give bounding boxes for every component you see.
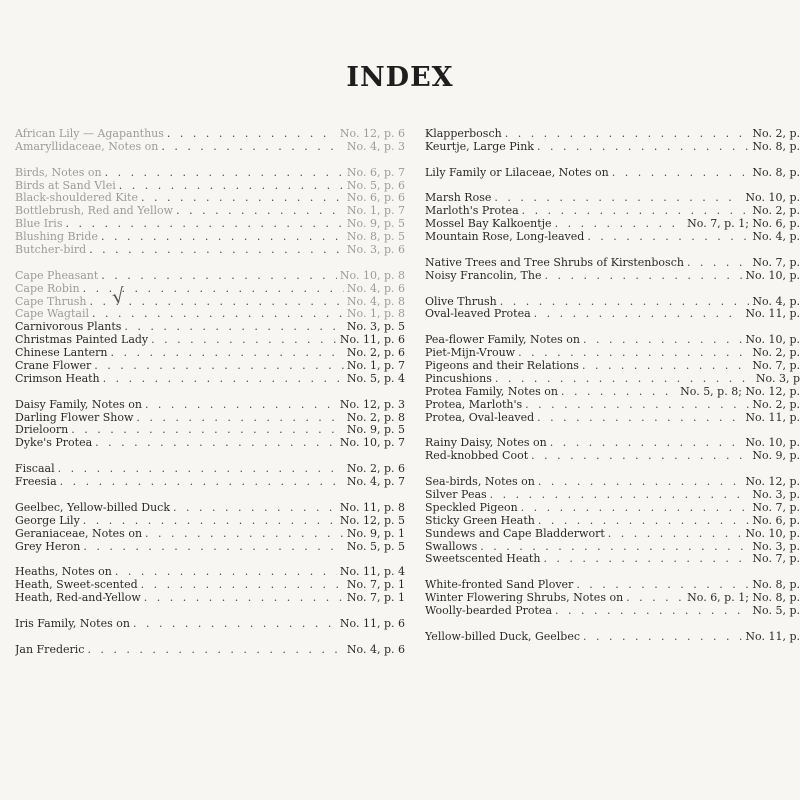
- index-entry: [15, 515, 405, 528]
- index-reference: No. 10, p.: [745, 192, 800, 205]
- index-term: George Lily: [15, 514, 80, 527]
- index-entry: [425, 218, 800, 231]
- index-term: White-fronted Sand Plover: [425, 579, 574, 592]
- dot-leader: [543, 553, 749, 566]
- index-term: Birds, Notes on: [15, 166, 102, 179]
- index-entry: [425, 412, 800, 425]
- index-reference: No. 6, p. 7: [346, 166, 405, 179]
- index-reference: No. 11, p.: [745, 411, 800, 424]
- dot-leader: [518, 347, 749, 360]
- index-reference: No. 11, p. 8: [339, 501, 405, 514]
- index-entry: [15, 566, 405, 579]
- index-reference: No. 10, p.: [745, 269, 800, 282]
- index-term: Lily Family or Lilaceae, Notes on: [425, 166, 609, 179]
- dot-leader: [555, 218, 685, 231]
- dot-leader: [495, 373, 753, 386]
- index-reference: No. 7, p. 1; No. 6, p.: [687, 218, 800, 231]
- dot-leader: [111, 347, 344, 360]
- index-term: Protea, Marloth's: [425, 398, 523, 411]
- dot-leader: [145, 528, 344, 541]
- index-term: Olive Thrush: [425, 295, 497, 308]
- index-entry: [15, 167, 405, 180]
- index-reference: No. 9, p. 5: [346, 218, 405, 231]
- index-reference: No. 11, p.: [745, 308, 800, 321]
- index-reference: No. 3, p. 6: [346, 244, 405, 257]
- index-term: Butcher-bird: [15, 244, 87, 257]
- dot-leader: [550, 437, 743, 450]
- index-term: Marsh Rose: [425, 192, 492, 205]
- index-term: Mountain Rose, Long-leaved: [425, 231, 585, 244]
- index-reference: No. 5, p. 6: [346, 179, 405, 192]
- index-reference: No. 2, p.: [752, 347, 800, 360]
- index-term: Carnivorous Plants: [15, 321, 122, 334]
- entry-gap: [425, 463, 800, 476]
- dot-leader: [576, 579, 749, 592]
- index-term: Pigeons and their Relations: [425, 360, 579, 373]
- index-reference: No. 8, p. 5: [346, 231, 405, 244]
- index-reference: No. 11, p.: [745, 630, 800, 643]
- index-term: Iris Family, Notes on: [15, 617, 130, 630]
- index-reference: No. 1, p. 8: [346, 308, 405, 321]
- index-entry: [425, 167, 800, 180]
- index-term: Rainy Daisy, Notes on: [425, 437, 547, 450]
- index-term: Sea-birds, Notes on: [425, 476, 535, 489]
- index-reference: No. 2, p. 8: [346, 411, 405, 424]
- index-entry: [15, 399, 405, 412]
- index-entry: [15, 334, 405, 347]
- index-reference: No. 10, p.: [745, 334, 800, 347]
- index-term: Dyke's Protea: [15, 437, 93, 450]
- index-entry: [15, 644, 405, 657]
- index-term: Marloth's Protea: [425, 205, 519, 218]
- entry-gap: [425, 618, 800, 631]
- index-term: Winter Flowering Shrubs, Notes on: [425, 592, 624, 605]
- dot-leader: [555, 605, 749, 618]
- index-reference: No. 2, p. 6: [346, 347, 405, 360]
- index-entry: [425, 528, 800, 541]
- index-reference: No. 7, p.: [752, 501, 800, 514]
- index-entry: [15, 373, 405, 386]
- entry-gap: [15, 631, 405, 644]
- index-reference: No. 12, p. 3: [339, 398, 405, 411]
- index-entry: [425, 399, 800, 412]
- index-entry: [15, 528, 405, 541]
- index-reference: No. 4, p. 8: [346, 295, 405, 308]
- dot-leader: [608, 528, 743, 541]
- index-entry: [425, 205, 800, 218]
- index-entry: [15, 296, 405, 309]
- index-reference: No. 7, p.: [752, 360, 800, 373]
- index-term: Darling Flower Show: [15, 411, 134, 424]
- index-reference: No. 4, p. 3: [346, 140, 405, 153]
- dot-leader: [119, 180, 344, 193]
- index-entry: [15, 476, 405, 489]
- index-entry: [15, 424, 405, 437]
- index-entry: [15, 412, 405, 425]
- entry-gap: [425, 180, 800, 193]
- index-entry: [425, 192, 800, 205]
- index-term: Mossel Bay Kalkoentje: [425, 218, 552, 231]
- index-term: Pea-flower Family, Notes on: [425, 334, 581, 347]
- index-term: Sundews and Cape Bladderwort: [425, 527, 605, 540]
- index-reference: No. 4, p. 6: [346, 643, 405, 656]
- index-term: Cape Wagtail: [15, 308, 89, 321]
- dot-leader: [176, 205, 344, 218]
- index-entry: [425, 231, 800, 244]
- dot-leader: [151, 334, 337, 347]
- dot-leader: [71, 424, 344, 437]
- dot-leader: [538, 515, 750, 528]
- index-entry: [425, 605, 800, 618]
- index-term: Oval-leaved Protea: [425, 308, 531, 321]
- index-reference: No. 2, p.: [752, 128, 800, 140]
- index-entry: [15, 231, 405, 244]
- index-term: Birds at Sand Vlei: [15, 179, 116, 192]
- index-reference: No. 2, p.: [752, 205, 800, 218]
- index-term: Blushing Bride: [15, 231, 98, 244]
- index-reference: No. 9, p.: [752, 450, 800, 463]
- dot-leader: [525, 399, 749, 412]
- index-term: Piet-Mijn-Vrouw: [425, 347, 516, 360]
- index-entry: [15, 347, 405, 360]
- dot-leader: [101, 270, 337, 283]
- index-reference: No. 3, p.: [752, 488, 800, 501]
- index-term: Cape Pheasant: [15, 269, 99, 282]
- index-entry: [425, 347, 800, 360]
- index-term: Cape Robin: [15, 282, 80, 295]
- index-term: Sweetscented Heath: [425, 553, 541, 566]
- index-entry: [15, 244, 405, 257]
- index-term: Woolly-bearded Protea: [425, 604, 552, 617]
- index-reference: No. 5, p.: [752, 604, 800, 617]
- entry-gap: [425, 321, 800, 334]
- index-entry: [15, 579, 405, 592]
- index-entry: [425, 128, 800, 141]
- dot-leader: [103, 373, 344, 386]
- index-entry: [15, 270, 405, 283]
- index-term: Blue Iris: [15, 218, 63, 231]
- dot-leader: [60, 476, 344, 489]
- dot-leader: [531, 450, 749, 463]
- index-entry: [425, 631, 800, 644]
- index-term: Geraniaceae, Notes on: [15, 527, 143, 540]
- index-entry: [15, 463, 405, 476]
- dot-leader: [687, 257, 749, 270]
- index-term: Crane Flower: [15, 360, 92, 373]
- index-reference: No. 6, p. 6: [346, 192, 405, 205]
- dot-leader: [544, 270, 742, 283]
- index-entry: [425, 450, 800, 463]
- index-reference: No. 7, p. 1: [346, 579, 405, 592]
- index-term: Geelbec, Yellow-billed Duck: [15, 501, 171, 514]
- index-entry: [15, 360, 405, 373]
- index-term: Keurtje, Large Pink: [425, 140, 534, 153]
- index-term: Freesia: [15, 476, 57, 489]
- index-entry: [15, 592, 405, 605]
- index-term: Pincushions: [425, 372, 492, 385]
- dot-leader: [141, 192, 344, 205]
- index-entry: [425, 541, 800, 554]
- index-entry: [15, 321, 405, 334]
- dot-leader: [58, 463, 344, 476]
- index-entry: [425, 502, 800, 515]
- dot-leader: [583, 334, 742, 347]
- index-entry: [425, 489, 800, 502]
- index-term: Protea Family, Notes on: [425, 385, 558, 398]
- index-reference: No. 9, p. 5: [346, 424, 405, 437]
- index-entry: [15, 205, 405, 218]
- index-entry: [425, 437, 800, 450]
- index-reference: No. 8, p.: [752, 140, 800, 153]
- index-reference: No. 10, p. 7: [339, 437, 405, 450]
- dot-leader: [494, 192, 742, 205]
- index-entry: [425, 592, 800, 605]
- dot-leader: [521, 502, 750, 515]
- dot-leader: [89, 244, 344, 257]
- index-term: Speckled Pigeon: [425, 501, 518, 514]
- index-entry: [15, 180, 405, 193]
- index-reference: No. 7, p. 1: [346, 592, 405, 605]
- index-entry: [425, 476, 800, 489]
- index-term: Native Trees and Tree Shrubs of Kirstenbosch: [425, 256, 684, 269]
- index-entry: [425, 360, 800, 373]
- index-term: Drieloorn: [15, 424, 69, 437]
- dot-leader: [612, 167, 750, 180]
- entry-gap: [425, 566, 800, 579]
- dot-leader: [161, 141, 344, 154]
- index-entry: [425, 308, 800, 321]
- dot-leader: [582, 360, 749, 373]
- index-term: Noisy Francolin, The: [425, 269, 542, 282]
- index-entry: [15, 218, 405, 231]
- index-term: Bottlebrush, Red and Yellow: [15, 205, 174, 218]
- index-term: Fiscaal: [15, 463, 55, 476]
- index-reference: No. 11, p. 6: [339, 617, 405, 630]
- index-reference: No. 1, p. 7: [346, 360, 405, 373]
- index-reference: No. 2, p. 6: [346, 463, 405, 476]
- index-reference: No. 7, p.: [752, 553, 800, 566]
- dot-leader: [500, 296, 750, 309]
- index-entry: [15, 502, 405, 515]
- dot-leader: [133, 618, 337, 631]
- index-reference: No. 12, p.: [745, 476, 800, 489]
- dot-leader: [144, 592, 344, 605]
- index-term: Crimson Heath: [15, 372, 100, 385]
- dot-leader: [145, 399, 337, 412]
- entry-gap: [15, 489, 405, 502]
- index-term: Jan Frederic: [15, 643, 85, 656]
- index-reference: No. 5, p. 5: [346, 540, 405, 553]
- dot-leader: [534, 308, 743, 321]
- pencil-check-mark: √: [110, 283, 127, 309]
- entry-gap: [425, 283, 800, 296]
- index-reference: No. 12, p. 5: [339, 514, 405, 527]
- index-term: Cape Thrush: [15, 295, 87, 308]
- dot-leader: [537, 141, 749, 154]
- index-term: Christmas Painted Lady: [15, 334, 149, 347]
- dot-leader: [626, 592, 684, 605]
- index-term: Heath, Red-and-Yellow: [15, 592, 141, 605]
- entry-gap: [15, 257, 405, 270]
- dot-leader: [90, 296, 344, 309]
- index-term: Chinese Lantern: [15, 347, 108, 360]
- page-title: INDEX: [346, 62, 454, 93]
- index-reference: No. 10, p.: [745, 527, 800, 540]
- index-term: Heath, Sweet-scented: [15, 579, 138, 592]
- entry-gap: [425, 244, 800, 257]
- dot-leader: [94, 360, 344, 373]
- index-reference: No. 4, p.: [752, 231, 800, 244]
- index-term: Amaryllidaceae, Notes on: [15, 140, 159, 153]
- dot-leader: [141, 579, 344, 592]
- entry-gap: [15, 154, 405, 167]
- dot-leader: [115, 566, 337, 579]
- index-reference: No. 2, p.: [752, 398, 800, 411]
- index-reference: No. 4, p. 6: [346, 282, 405, 295]
- dot-leader: [87, 644, 343, 657]
- index-column-right: [425, 128, 800, 644]
- entry-gap: [425, 424, 800, 437]
- dot-leader: [587, 231, 749, 244]
- index-entry: [425, 579, 800, 592]
- dot-leader: [173, 502, 337, 515]
- index-entry: [15, 541, 405, 554]
- index-term: Heaths, Notes on: [15, 566, 112, 579]
- index-entry: [425, 373, 800, 386]
- index-term: Sticky Green Heath: [425, 514, 535, 527]
- dot-leader: [105, 167, 344, 180]
- index-entry: [15, 128, 405, 141]
- entry-gap: [15, 605, 405, 618]
- index-reference: No. 7, p.: [752, 256, 800, 269]
- entry-gap: [15, 450, 405, 463]
- index-term: Black-shouldered Kite: [15, 192, 138, 205]
- dot-leader: [522, 205, 750, 218]
- index-term: African Lily — Agapanthus: [15, 128, 164, 140]
- index-reference: No. 11, p. 4: [339, 566, 405, 579]
- dot-leader: [538, 476, 743, 489]
- index-reference: No. 4, p.: [752, 295, 800, 308]
- index-term: Silver Peas: [425, 488, 487, 501]
- index-reference: No. 5, p. 8; No. 12, p.: [680, 385, 800, 398]
- index-reference: No. 8, p.: [752, 579, 800, 592]
- index-reference: No. 4, p. 7: [346, 476, 405, 489]
- index-column-left: [15, 128, 405, 657]
- index-entry: [425, 334, 800, 347]
- entry-gap: [15, 386, 405, 399]
- index-reference: No. 5, p. 4: [346, 372, 405, 385]
- index-entry: [425, 270, 800, 283]
- index-entry: [15, 192, 405, 205]
- index-entry: [15, 141, 405, 154]
- index-entry: [15, 308, 405, 321]
- index-entry: [425, 386, 800, 399]
- index-term: Swallows: [425, 540, 478, 553]
- dot-leader: [92, 308, 344, 321]
- index-reference: No. 11, p. 6: [339, 334, 405, 347]
- index-reference: No. 1, p. 7: [346, 205, 405, 218]
- index-entry: [425, 141, 800, 154]
- index-term: Klapperbosch: [425, 128, 502, 140]
- index-term: Daisy Family, Notes on: [15, 398, 142, 411]
- index-reference: No. 9, p. 1: [346, 527, 405, 540]
- index-entry: [425, 296, 800, 309]
- dot-leader: [95, 437, 337, 450]
- dot-leader: [583, 631, 742, 644]
- dot-leader: [83, 541, 344, 554]
- dot-leader: [490, 489, 750, 502]
- dot-leader: [136, 412, 344, 425]
- index-reference: No. 6, p. 1; No. 8, p.: [687, 592, 800, 605]
- index-entry: [425, 515, 800, 528]
- index-entry: [15, 283, 405, 296]
- dot-leader: [124, 321, 344, 334]
- index-reference: No. 12, p. 6: [339, 128, 405, 140]
- index-reference: No. 8, p.: [752, 166, 800, 179]
- dot-leader: [480, 541, 749, 554]
- index-term: Yellow-billed Duck, Geelbec: [425, 630, 581, 643]
- dot-leader: [83, 515, 337, 528]
- entry-gap: [425, 154, 800, 167]
- dot-leader: [505, 128, 750, 141]
- index-entry: [15, 618, 405, 631]
- index-entry: [425, 553, 800, 566]
- index-term: Grey Heron: [15, 540, 81, 553]
- index-reference: No. 3, p. 5: [346, 321, 405, 334]
- index-term: Protea, Oval-leaved: [425, 411, 535, 424]
- dot-leader: [65, 218, 343, 231]
- index-entry: [15, 437, 405, 450]
- dot-leader: [561, 386, 677, 399]
- dot-leader: [101, 231, 344, 244]
- entry-gap: [15, 553, 405, 566]
- index-reference: No. 10, p. 8: [339, 269, 405, 282]
- index-entry: [425, 257, 800, 270]
- dot-leader: [167, 128, 337, 141]
- index-reference: No. 10, p.: [745, 437, 800, 450]
- index-reference: No. 3, p: [755, 372, 800, 385]
- index-reference: No. 6, p.: [752, 514, 800, 527]
- index-reference: No. 3, p.: [752, 540, 800, 553]
- dot-leader: [537, 412, 742, 425]
- index-term: Red-knobbed Coot: [425, 450, 529, 463]
